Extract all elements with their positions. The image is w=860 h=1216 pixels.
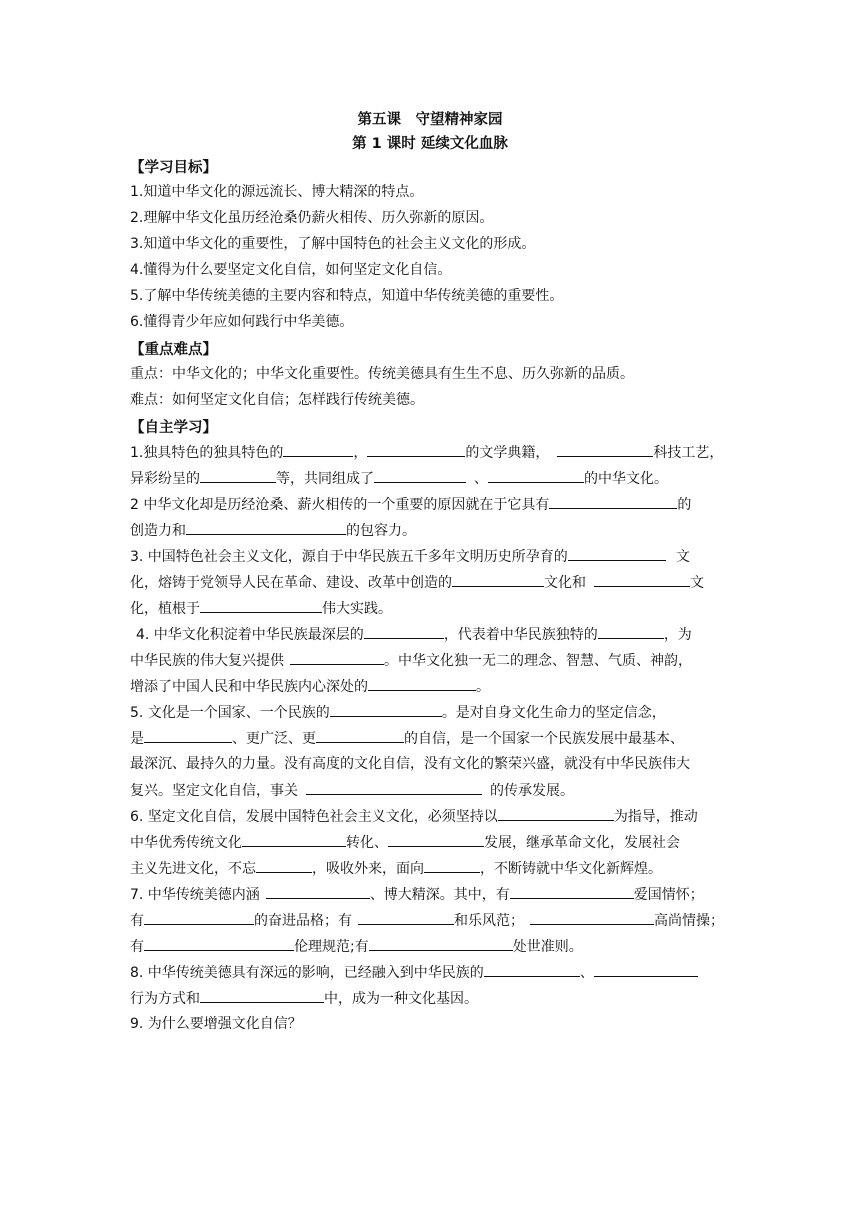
section-goals-heading: 【学习目标】 xyxy=(130,160,217,176)
blank[interactable] xyxy=(200,598,322,613)
q-text: 、更广泛、更 xyxy=(232,731,316,747)
q-text: 等，共同组成了 xyxy=(276,471,374,487)
blank[interactable] xyxy=(200,988,324,1003)
blank[interactable] xyxy=(358,910,454,925)
q-text: 爱国情怀； xyxy=(633,887,704,903)
q-text: 8. 中华传统美德具有深远的影响，已经融入到中华民族的 xyxy=(130,965,484,981)
q3-line-1 xyxy=(130,546,690,567)
q-text: 。 xyxy=(476,679,490,695)
goal-1: 1.知道中华文化的源远流长、博大精深的特点。 xyxy=(130,184,424,200)
q8-line-1 xyxy=(130,962,698,983)
blank[interactable] xyxy=(510,884,634,899)
q5-line-3: 最深沉、最持久的力量。没有高度的文化自信，没有文化的繁荣兴盛，就没有中华民族伟大 xyxy=(130,756,690,772)
blank[interactable] xyxy=(498,806,614,821)
q-text: 中华民族的伟大复兴提供 xyxy=(130,653,284,669)
lesson-subtitle: 第 1 课时 延续文化血脉 xyxy=(352,136,508,152)
blank[interactable] xyxy=(369,936,513,951)
q-text: 文化和 xyxy=(544,575,586,591)
q-text: 6. 坚定文化自信，发展中国特色社会主义文化，必须坚持以 xyxy=(130,809,498,825)
q6-line-2 xyxy=(130,832,680,853)
blank[interactable] xyxy=(186,520,346,535)
q-text: 、 xyxy=(474,471,488,487)
q-text: 复兴。坚定文化自信，事关 xyxy=(130,783,298,799)
q5-line-2 xyxy=(130,728,684,749)
goal-3: 3.知道中华文化的重要性，了解中国特色的社会主义文化的形成。 xyxy=(130,236,536,252)
q-text: 科技工艺， xyxy=(653,445,724,461)
q-text: ， xyxy=(353,445,368,461)
goal-4: 4.懂得为什么要坚定文化自信，如何坚定文化自信。 xyxy=(130,262,452,278)
blank[interactable] xyxy=(144,936,294,951)
q-text: ，为 xyxy=(663,627,692,643)
q3-line-3 xyxy=(130,598,392,619)
q-text: ，吸收外来，面向 xyxy=(312,861,424,877)
q-text: 有 xyxy=(130,939,144,955)
blank[interactable] xyxy=(364,624,444,639)
blank[interactable] xyxy=(452,572,544,587)
q1-line-2 xyxy=(130,468,668,489)
section-key-heading: 【重点难点】 xyxy=(130,342,217,358)
q7-line-2 xyxy=(130,910,724,931)
q-text: 文 xyxy=(675,549,690,565)
blank[interactable] xyxy=(594,572,690,587)
q-text: 的 xyxy=(677,497,692,513)
q4-line-1 xyxy=(136,624,692,645)
q7-line-1 xyxy=(130,884,704,905)
q-text: 处世准则。 xyxy=(512,939,583,955)
q9: 9. 为什么要增强文化自信？ xyxy=(130,1016,302,1032)
q-text: 伟大实践。 xyxy=(322,601,392,617)
q-text: 发展，继承革命文化，发展社会 xyxy=(484,835,680,851)
q-text: 、 xyxy=(579,965,594,981)
q-text: 的奋进品格；有 xyxy=(254,913,352,929)
q-text: 中，成为一种文化基因。 xyxy=(324,991,478,1007)
q-text: 和乐风范； xyxy=(454,913,524,929)
q-text: 4. 中华文化积淀着中华民族最深层的 xyxy=(136,627,364,643)
q-text: ，不断铸就中华文化新辉煌。 xyxy=(480,861,662,877)
q-text: 。中华文化独一无二的理念、智慧、气质、神韵， xyxy=(384,653,692,669)
key-point: 重点：中华文化的；中华文化重要性。传统美德具有生生不息、历久弥新的品质。 xyxy=(130,366,634,382)
blank[interactable] xyxy=(594,962,698,977)
blank[interactable] xyxy=(530,910,654,925)
q5-line-4 xyxy=(130,780,574,801)
blank[interactable] xyxy=(424,858,480,873)
q-text: 化，熔铸于党领导人民在革命、建设、改革中创造的 xyxy=(130,575,452,591)
q-text: 高尚情操； xyxy=(654,913,724,929)
q-text: 、博大精深。其中，有 xyxy=(369,887,510,903)
lesson-title: 第五课 守望精神家园 xyxy=(357,112,503,128)
q-text: 7. 中华传统美德内涵 xyxy=(130,887,260,903)
q4-line-3 xyxy=(130,676,490,697)
difficult-point: 难点：如何坚定文化自信；怎样践行传统美德。 xyxy=(130,392,424,408)
q-text: 化，植根于 xyxy=(130,601,200,617)
goal-6: 6.懂得青少年应如何践行中华美德。 xyxy=(130,314,354,330)
q-text: 中华优秀传统文化 xyxy=(130,835,242,851)
blank[interactable] xyxy=(488,468,584,483)
blank[interactable] xyxy=(266,884,370,899)
blank[interactable] xyxy=(290,650,384,665)
blank[interactable] xyxy=(568,546,666,561)
q7-line-3 xyxy=(130,936,583,957)
q-text: 。是对自身文化生命力的坚定信念， xyxy=(441,705,666,721)
goal-5: 5.了解中华传统美德的主要内容和特点，知道中华传统美德的重要性。 xyxy=(130,288,564,304)
q6-line-1 xyxy=(130,806,698,827)
q3-line-2 xyxy=(130,572,704,593)
q-text: 伦理规范;有 xyxy=(294,939,369,955)
q-text: 3. 中国特色社会主义文化，源自于中华民族五千多年文明历史所孕育的 xyxy=(130,549,568,565)
q-text: 2 中华文化却是历经沧桑、薪火相传的一个重要的原因就在于它具有 xyxy=(130,497,550,513)
q-text: 的包容力。 xyxy=(346,523,416,539)
q1-line-1 xyxy=(130,442,723,463)
blank[interactable] xyxy=(316,728,404,743)
blank[interactable] xyxy=(283,442,353,457)
q-text: 的文学典籍， xyxy=(465,445,550,461)
blank[interactable] xyxy=(549,494,677,509)
blank[interactable] xyxy=(256,858,312,873)
q4-line-2 xyxy=(130,650,692,671)
q-text: 主义先进文化，不忘 xyxy=(130,861,256,877)
blank[interactable] xyxy=(242,832,346,847)
goal-2: 2.理解中华文化虽历经沧桑仍薪火相传、历久弥新的原因。 xyxy=(130,210,494,226)
q6-line-3 xyxy=(130,858,662,879)
blank[interactable] xyxy=(144,728,232,743)
blank[interactable] xyxy=(598,624,664,639)
q-text: 的自信，是一个国家一个民族发展中最基本、 xyxy=(404,731,684,747)
q-text: 的传承发展。 xyxy=(490,783,574,799)
q-text: 异彩纷呈的 xyxy=(130,471,200,487)
q-text: 增添了中国人民和中华民族内心深处的 xyxy=(130,679,368,695)
q2-line-1 xyxy=(130,494,691,515)
q-text: 行为方式和 xyxy=(130,991,200,1007)
q-text: 5. 文化是一个国家、一个民族的 xyxy=(130,705,330,721)
blank[interactable] xyxy=(144,910,254,925)
blank[interactable] xyxy=(484,962,580,977)
blank[interactable] xyxy=(388,832,484,847)
q-text: ，代表着中华民族独特的 xyxy=(443,627,598,643)
q-text: 转化、 xyxy=(346,835,388,851)
blank[interactable] xyxy=(200,468,276,483)
q2-line-2 xyxy=(130,520,416,541)
q-text: 有 xyxy=(130,913,144,929)
q-text: 为指导，推动 xyxy=(613,809,698,825)
q-text: 是 xyxy=(130,731,144,747)
q5-line-1 xyxy=(130,702,666,723)
blank[interactable] xyxy=(368,676,476,691)
q8-line-2 xyxy=(130,988,478,1009)
blank[interactable] xyxy=(367,442,465,457)
blank[interactable] xyxy=(374,468,466,483)
q-text: 文 xyxy=(690,575,704,591)
blank[interactable] xyxy=(557,442,653,457)
blank[interactable] xyxy=(306,780,482,795)
q-text: 1.独具特色的独具特色的 xyxy=(130,445,284,461)
blank[interactable] xyxy=(330,702,442,717)
section-self-heading: 【自主学习】 xyxy=(130,420,217,436)
q-text: 的中华文化。 xyxy=(584,471,668,487)
q-text: 创造力和 xyxy=(130,523,186,539)
